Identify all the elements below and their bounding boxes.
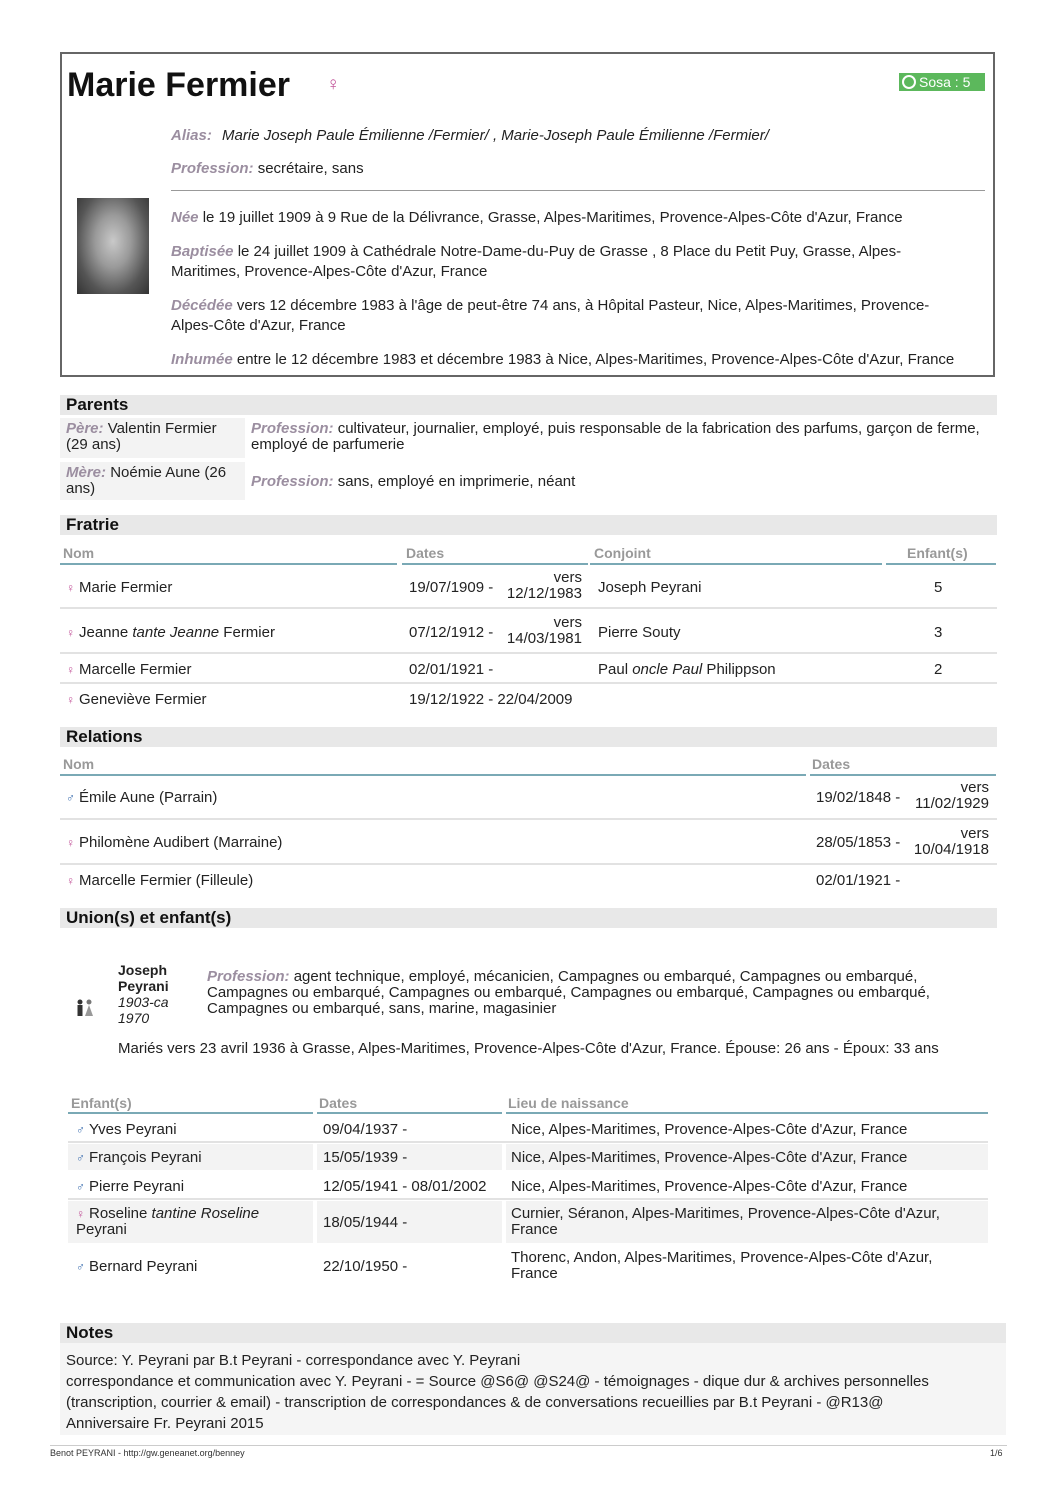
person-name: Marie Fermier bbox=[67, 66, 290, 104]
section-relations: Relations bbox=[60, 727, 997, 747]
conjoint-link[interactable]: Paul oncle Paul Philippson bbox=[598, 661, 776, 678]
table-row[interactable]: ♀ Marcelle Fermier (Filleule) bbox=[66, 872, 254, 889]
enfants-count: 5 bbox=[934, 579, 943, 596]
notes-text: Source: Y. Peyrani par B.t Peyrani - correspondance avec Y. Peyrani correspondance et communication avec Y. Peyrani - = Source @S6@ @S24@ - témoignages - dique dur & archives personnelles (transcription, courrier & email) - transcription de correspondances & de conversations recueillies par B.t Peyrani - @R13@ Anniversaire Fr. Peyrani 2015 bbox=[66, 1352, 929, 1432]
male-icon: ♂ bbox=[76, 1123, 85, 1137]
footer-left: Benot PEYRANI - http://gw.geneanet.org/benney bbox=[50, 1448, 245, 1458]
relations-header-nom: Nom bbox=[63, 756, 95, 772]
alias-value: Marie Joseph Paule Émilienne /Fermier/ , Marie-Joseph Paule Émilienne /Fermier/ bbox=[222, 127, 769, 144]
table-row[interactable]: ♀ Jeanne tante Jeanne Fermier bbox=[66, 624, 275, 641]
father-name[interactable]: Valentin Fermier (29 ans) bbox=[66, 420, 217, 453]
female-icon: ♀ bbox=[76, 1207, 85, 1221]
profession-label: Profession: bbox=[171, 160, 254, 177]
sosa-label: Sosa : 5 bbox=[919, 74, 971, 90]
female-icon: ♀ bbox=[66, 874, 75, 888]
table-row[interactable]: ♀ Marie Fermier bbox=[66, 579, 173, 596]
sosa-badge[interactable] bbox=[899, 73, 985, 91]
section-parents: Parents bbox=[60, 395, 997, 415]
table-row[interactable]: ♀ Roseline tantine Roseline Peyrani bbox=[76, 1205, 260, 1238]
section-notes: Notes bbox=[60, 1323, 1006, 1343]
female-icon: ♀ bbox=[66, 626, 75, 640]
table-row[interactable]: ♂ Yves Peyrani bbox=[76, 1121, 177, 1138]
enfants-count: 2 bbox=[934, 661, 943, 678]
spouse-profession: Profession: agent technique, employé, mécanicien, Campagnes ou embarqué, Campagnes ou embarqué, Campagnes ou embarqué, Campagnes ou embarqué, Campagnes ou embarqué, Campagnes ou embarqué, Campagnes ou embarqué, sans, marine, magasinier bbox=[207, 968, 930, 1017]
event-death: Décédée vers 12 décembre 1983 à l'âge de peut-être 74 ans, à Hôpital Pasteur, Nice, Alpes-Maritimes, Provence-Alpes-Côte d'Azur, France bbox=[171, 297, 930, 334]
male-icon: ♂ bbox=[66, 791, 75, 805]
relations-header-dates: Dates bbox=[812, 756, 851, 772]
event-birth: Née le 19 juillet 1909 à 9 Rue de la Délivrance, Grasse, Alpes-Maritimes, Provence-Alpes-Côte d'Azur, France bbox=[171, 209, 903, 226]
couple-icon bbox=[75, 999, 95, 1017]
table-row[interactable]: ♂ Bernard Peyrani bbox=[76, 1258, 198, 1275]
female-icon: ♀ bbox=[66, 663, 75, 677]
father-profession: Profession: cultivateur, journalier, employé, puis responsable de la fabrication des parfums, garçon de ferme, employé de parfumerie bbox=[251, 420, 980, 453]
father-cell[interactable]: Père: Valentin Fermier (29 ans) bbox=[66, 420, 217, 453]
event-baptism: Baptisée le 24 juillet 1909 à Cathédrale Notre-Dame-du-Puy de Grasse , 8 Place du Petit Puy, Grasse, Alpes-Maritimes, Provence-Alpes-Côte d'Azur, France bbox=[171, 243, 902, 280]
table-row[interactable]: ♂ Pierre Peyrani bbox=[76, 1178, 185, 1195]
divider bbox=[171, 190, 985, 191]
male-icon: ♂ bbox=[76, 1260, 85, 1274]
children-header-enfants: Enfant(s) bbox=[71, 1095, 132, 1111]
fratrie-header-enfants: Enfant(s) bbox=[907, 545, 968, 561]
male-icon: ♂ bbox=[76, 1180, 85, 1194]
footer-page: 1/6 bbox=[990, 1448, 1003, 1458]
spouse-name[interactable]: Joseph Peyrani bbox=[118, 962, 169, 994]
fratrie-header-conjoint: Conjoint bbox=[594, 545, 651, 561]
section-fratrie: Fratrie bbox=[60, 515, 997, 535]
female-icon: ♀ bbox=[66, 693, 75, 707]
sosa-icon bbox=[902, 75, 916, 89]
female-icon: ♀ bbox=[66, 836, 75, 850]
table-row[interactable]: ♀ Geneviève Fermier bbox=[66, 691, 207, 708]
table-row[interactable]: ♂ Émile Aune (Parrain) bbox=[66, 789, 218, 806]
enfants-count: 3 bbox=[934, 624, 943, 641]
female-icon: ♀ bbox=[326, 74, 341, 95]
male-icon: ♂ bbox=[76, 1151, 85, 1165]
table-row[interactable]: ♀ Philomène Audibert (Marraine) bbox=[66, 834, 283, 851]
spouse-dates: 1903-ca 1970 bbox=[118, 994, 169, 1026]
mother-name[interactable]: Noémie Aune (26 ans) bbox=[66, 464, 227, 497]
children-header-dates: Dates bbox=[319, 1095, 358, 1111]
mother-profession: Profession: sans, employé en imprimerie, néant bbox=[251, 473, 576, 490]
female-icon: ♀ bbox=[66, 581, 75, 595]
table-row[interactable]: ♀ Marcelle Fermier bbox=[66, 661, 192, 678]
fratrie-header-dates: Dates bbox=[406, 545, 445, 561]
footer-line bbox=[50, 1445, 1007, 1446]
children-header-lieu: Lieu de naissance bbox=[508, 1095, 629, 1111]
profession-line bbox=[171, 160, 364, 177]
conjoint-link[interactable]: Joseph Peyrani bbox=[598, 579, 702, 596]
event-burial: Inhumée entre le 12 décembre 1983 et décembre 1983 à Nice, Alpes-Maritimes, Provence-Alpes-Côte d'Azur, France bbox=[171, 351, 955, 368]
marriage-info: Mariés vers 23 avril 1936 à Grasse, Alpes-Maritimes, Provence-Alpes-Côte d'Azur, France. Épouse: 26 ans - Époux: 33 ans bbox=[118, 1040, 939, 1057]
alias-line bbox=[171, 127, 769, 144]
table-row[interactable]: ♂ François Peyrani bbox=[76, 1149, 202, 1166]
profession-value: secrétaire, sans bbox=[257, 160, 364, 177]
person-photo[interactable] bbox=[77, 198, 149, 294]
section-union: Union(s) et enfant(s) bbox=[60, 908, 997, 928]
alias-label: Alias: bbox=[171, 127, 212, 144]
mother-cell[interactable]: Mère: Noémie Aune (26 ans) bbox=[66, 464, 227, 497]
fratrie-header-nom: Nom bbox=[63, 545, 95, 561]
conjoint-link[interactable]: Pierre Souty bbox=[598, 624, 681, 641]
